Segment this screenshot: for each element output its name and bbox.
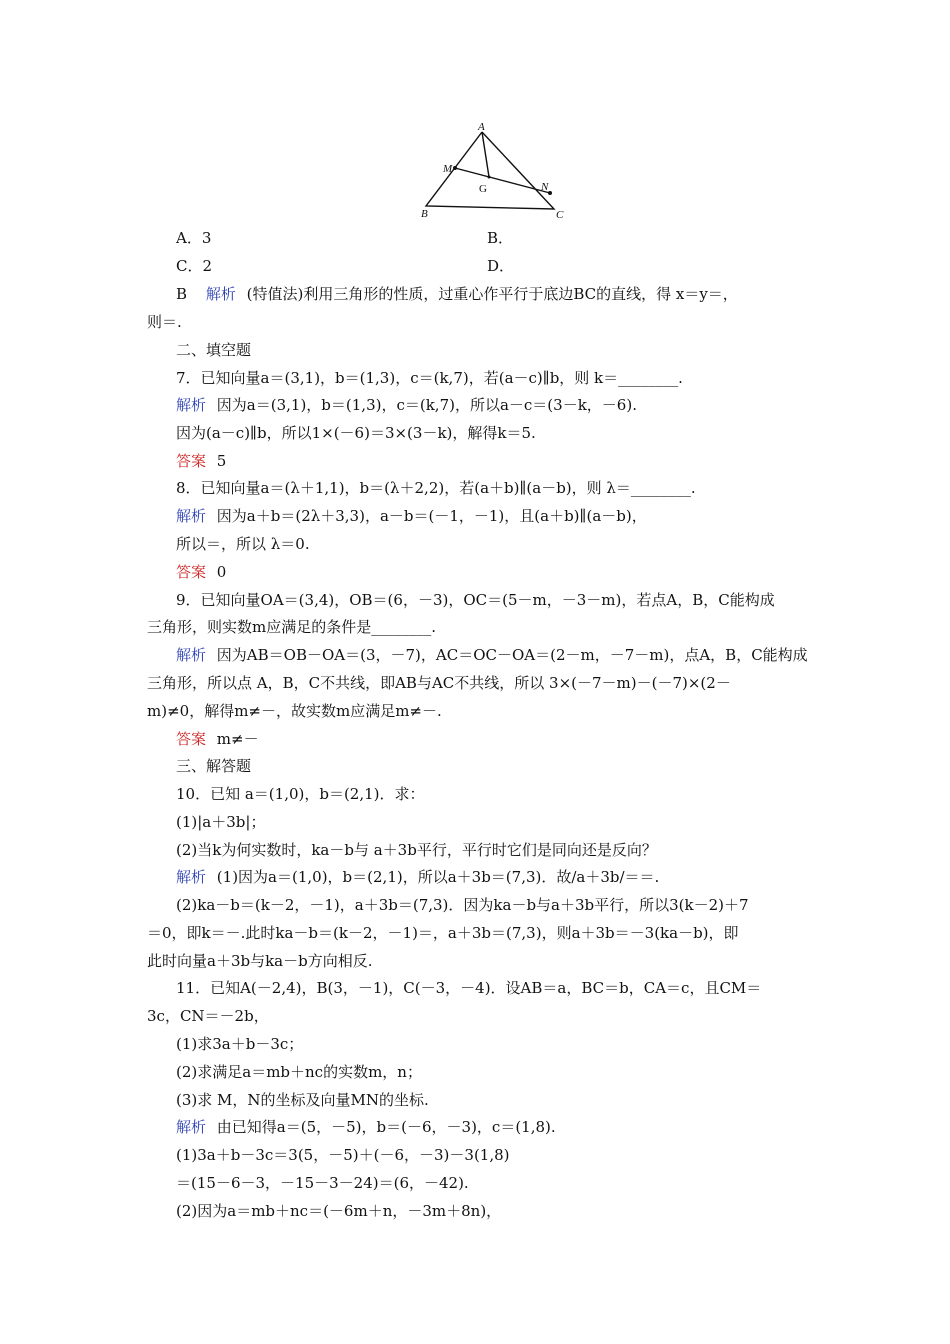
q7-analysis-line2: 因为(a－c)∥b，所以1×(－6)＝3×(3－k)，解得k＝5.	[176, 424, 536, 442]
line-mn	[455, 168, 550, 193]
option-c: C．2	[176, 257, 213, 275]
q9-analysis-line1	[176, 645, 808, 665]
q7-stem: 7．已知向量a＝(3,1)，b＝(1,3)，c＝(k,7)，若(a－c)∥b，则 k＝________.	[176, 369, 683, 387]
q9-stem-line1: 9．已知向量OA＝(3,4)，OB＝(6，－3)，OC＝(5－m，－3－m)，若点A，B，C能构成	[176, 591, 775, 609]
q9-analysis-text: 因为AB＝OB－OA＝(3，－7)，AC＝OC－OA＝(2－m，－7－m)，点A，B，C能构成	[216, 646, 808, 664]
point-n	[548, 191, 552, 195]
q8-stem: 8．已知向量a＝(λ＋1,1)，b＝(λ＋2,2)，若(a＋b)∥(a－b)，则 λ＝________.	[176, 479, 696, 497]
label-c: C	[556, 209, 564, 221]
q9-analysis-line3: m)≠0，解得m≠－，故实数m应满足m≠－.	[147, 702, 442, 720]
triangle-figure	[410, 118, 580, 228]
q10-analysis-line1	[176, 867, 659, 887]
q6-analysis-line2: 则＝.	[147, 313, 182, 331]
q6-answer-letter: B	[176, 285, 188, 303]
label-b: B	[421, 208, 428, 220]
q11-analysis-label: 解析	[176, 1118, 207, 1136]
option-d: D．	[487, 257, 515, 275]
label-g: G	[479, 183, 487, 195]
q10-analysis-line3: ＝0，即k＝－.此时ka－b＝(k－2，－1)＝，a＋3b＝(7,3)，则a＋3b＝－3(ka－b)，即	[147, 924, 739, 942]
label-n: N	[541, 181, 549, 193]
q10-analysis-line2: (2)ka－b＝(k－2，－1)，a＋3b＝(7,3)．因为ka－b与a＋3b平行，所以3(k－2)＋7	[176, 896, 749, 914]
q9-stem-line2: 三角形，则实数m应满足的条件是________.	[147, 618, 436, 636]
q8-answer-label: 答案	[176, 563, 207, 581]
q10-part2: (2)当k为何实数时，ka－b与 a＋3b平行，平行时它们是同向还是反向？	[176, 841, 657, 859]
q11-analysis-line3: ＝(15－6－3，－15－3－24)＝(6，－42).	[176, 1174, 469, 1192]
q6-analysis-text: (特值法)利用三角形的性质，过重心作平行于底边BC的直线，得 x＝y＝，	[246, 285, 738, 303]
q8-analysis-text: 因为a＋b＝(2λ＋3,3)，a－b＝(－1，－1)，且(a＋b)∥(a－b)，	[216, 507, 647, 525]
q9-answer-value: m≠－	[216, 730, 259, 748]
q6-analysis-line1	[176, 284, 738, 304]
q11-stem-line2: 3c，CN＝－2b，	[147, 1007, 269, 1025]
label-a: A	[478, 121, 485, 133]
q10-part1: (1)|a＋3b|；	[176, 813, 266, 831]
q7-analysis-line1	[176, 395, 637, 415]
label-m: M	[443, 163, 453, 175]
q10-analysis-line4: 此时向量a＋3b与ka－b方向相反.	[147, 952, 373, 970]
point-m	[453, 166, 457, 170]
q11-part3: (3)求 M，N的坐标及向量MN的坐标.	[176, 1091, 429, 1109]
q10-analysis-text: (1)因为a＝(1,0)，b＝(2,1)，所以a＋3b＝(7,3)．故/a＋3b/＝＝.	[216, 868, 660, 886]
section-fill-in: 二、填空题	[176, 341, 252, 359]
q9-answer	[176, 729, 259, 749]
q10-analysis-label: 解析	[176, 868, 207, 886]
q11-stem-line1: 11．已知A(－2,4)，B(3，－1)，C(－3，－4)．设AB＝a，BC＝b，CA＝c，且CM＝	[176, 979, 762, 997]
q8-answer	[176, 562, 226, 582]
q11-part1: (1)求3a＋b－3c；	[176, 1035, 304, 1053]
q8-answer-value: 0	[216, 563, 227, 581]
q9-answer-label: 答案	[176, 730, 207, 748]
q7-answer-label: 答案	[176, 452, 207, 470]
q11-analysis-line4: (2)因为a＝mb＋nc＝(－6m＋n，－3m＋8n)，	[176, 1202, 502, 1220]
q9-analysis-label: 解析	[176, 646, 207, 664]
q7-answer	[176, 451, 226, 471]
option-a: A．3	[176, 229, 212, 247]
point-g	[488, 176, 491, 179]
q6-analysis-label: 解析	[205, 285, 236, 303]
q11-analysis-line1	[176, 1117, 556, 1137]
option-b: B．	[487, 229, 514, 247]
q7-analysis-label: 解析	[176, 396, 207, 414]
q7-answer-value: 5	[216, 452, 227, 470]
q8-analysis-line1	[176, 506, 647, 526]
q8-analysis-label: 解析	[176, 507, 207, 525]
q10-stem: 10．已知 a＝(1,0)，b＝(2,1)．求：	[176, 785, 425, 803]
q7-analysis-text: 因为a＝(3,1)，b＝(1,3)，c＝(k,7)，所以a－c＝(3－k，－6).	[216, 396, 637, 414]
q11-analysis-text: 由已知得a＝(5，－5)，b＝(－6，－3)，c＝(1,8).	[216, 1118, 556, 1136]
q9-analysis-line2: 三角形，所以点 A，B，C不共线，即AB与AC不共线，所以 3×(－7－m)－(－7)×(2－	[147, 674, 731, 692]
q11-part2: (2)求满足a＝mb＋nc的实数m，n；	[176, 1063, 422, 1081]
q8-analysis-line2: 所以＝，所以 λ＝0.	[176, 535, 310, 553]
q11-analysis-line2: (1)3a＋b－3c＝3(5，－5)＋(－6，－3)－3(1,8)	[176, 1146, 510, 1164]
section-solve: 三、解答题	[176, 757, 252, 775]
